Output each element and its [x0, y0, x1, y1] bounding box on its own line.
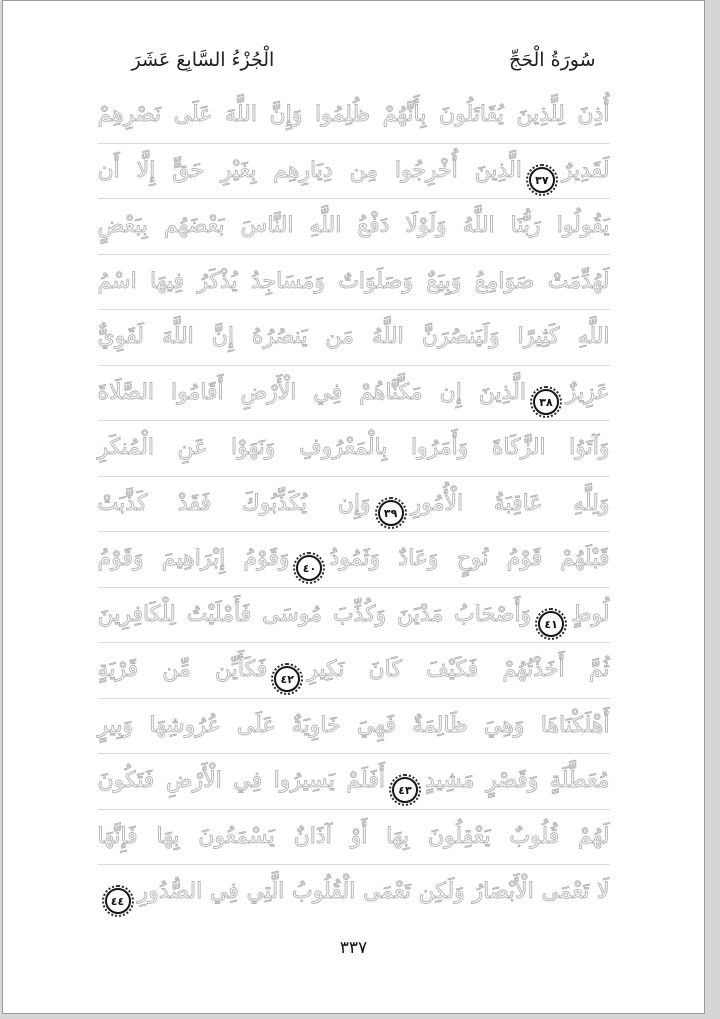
quran-outline-text: الَّذِينَ أُخْرِجُوا مِن دِيَارِهِم بِغَيْرِ حَقٍّ إِلَّا أَن [97, 157, 522, 183]
quran-outline-text: وَأَصْحَابُ مَدْيَنَ وَكُذِّبَ مُوسَى فَأَمْلَيْتُ لِلْكَافِرِينَ [97, 601, 532, 627]
quran-outline-text: فَكَأَيِّن مِّن قَرْيَةٍ [97, 657, 268, 682]
ayah-number-marker: ٤١ [538, 611, 564, 637]
quran-line [98, 421, 610, 477]
ayah-number-marker: ٤٢ [274, 666, 300, 692]
quran-line [98, 366, 610, 422]
quran-outline-text: الَّذِينَ إِن مَكَّنَّاهُمْ فِي الْأَرْضِ أَقَامُوا الصَّلَاةَ [97, 379, 526, 405]
ayah-number-marker: ٤٠ [296, 555, 322, 581]
page-number: ٣٣٧ [339, 937, 368, 958]
quran-line [98, 88, 610, 144]
juz-title: الْجُزْءُ السَّابِعَ عَشَرَ [131, 49, 275, 71]
quran-outline-text: اللَّهِ كَثِيرًا وَلَيَنصُرَنَّ اللَّهُ مَن يَنصُرُهُ إِنَّ اللَّهَ لَقَوِيٌّ [97, 324, 610, 349]
quran-outline-text: وَآتَوُا الزَّكَاةَ وَأَمَرُوا بِالْمَعْرُوفِ وَنَهَوْا عَنِ الْمُنكَرِ [97, 435, 610, 460]
quran-outline-text: يَقُولُوا رَبُّنَا اللَّهُ وَلَوْلَا دَفْعُ اللَّهِ النَّاسَ بَعْضَهُم بِبَعْضٍ [97, 213, 610, 238]
quran-line [98, 532, 610, 588]
quran-outline-text: مُعَطَّلَةٍ وَقَصْرٍ مَشِيدٍ [424, 768, 610, 793]
quran-outline-text: وَقَوْمُ إِبْرَاهِيمَ وَقَوْمُ [97, 546, 290, 571]
quran-line [98, 477, 610, 533]
quran-outline-text: أَفَلَمْ يَسِيرُوا فِي الْأَرْضِ فَتَكُونَ [97, 768, 385, 793]
page-header [98, 45, 610, 75]
quran-outline-text: لَهُمْ قُلُوبٌ يَعْقِلُونَ بِهَا أَوْ آذَانٌ يَسْمَعُونَ بِهَا فَإِنَّهَا [97, 823, 610, 849]
ayah-number-marker: ٣٧ [529, 167, 555, 193]
quran-outline-text: أَهْلَكْنَاهَا وَهِيَ ظَالِمَةٌ فَهِيَ خَاوِيَةٌ عَلَى عُرُوشِهَا وَبِيرٍ [97, 712, 610, 738]
quran-line [98, 310, 610, 366]
quran-outline-text: عَزِيزٌ [565, 379, 610, 405]
quran-line [98, 754, 610, 810]
quran-outline-text: لَا تَعْمَى الْأَبْصَارُ وَلَكِن تَعْمَى الْقُلُوبُ الَّتِي فِي الصُّدُورِ [137, 879, 610, 904]
quran-line [98, 199, 610, 255]
ayah-number-marker: ٣٨ [533, 389, 559, 415]
mushaf-page [2, 0, 705, 1014]
quran-outline-text: لَهُدِّمَتْ صَوَامِعُ وَبِيَعٌ وَصَلَوَاتٌ وَمَسَاجِدُ يُذْكَرُ فِيهَا اسْمُ [97, 268, 610, 294]
quran-line [98, 643, 610, 699]
quran-line [98, 144, 610, 200]
page-content-column [98, 45, 610, 958]
quran-line [98, 810, 610, 866]
quran-line [98, 699, 610, 755]
ayah-number-marker: ٤٣ [392, 777, 418, 803]
quran-outline-text: لَقَدِيرٌ [561, 157, 610, 183]
quran-outline-text: أُذِنَ لِلَّذِينَ يُقَاتَلُونَ بِأَنَّهُمْ ظُلِمُوا وَإِنَّ اللَّهَ عَلَى نَصْرِهِمْ [97, 102, 610, 127]
quran-outline-text: ثُمَّ أَخَذْتُهُمْ فَكَيْفَ كَانَ نَكِيرِ [307, 657, 610, 682]
ayah-number-marker: ٣٩ [378, 500, 404, 526]
quran-outline-text: وَلِلَّهِ عَاقِبَةُ الْأُمُورِ [410, 490, 610, 516]
quran-line [98, 588, 610, 644]
quran-line [98, 865, 610, 920]
surah-title: سُورَةُ الْحَجِّ [508, 49, 596, 71]
quran-outline-text: وَإِن يُكَذِّبُوكَ فَقَدْ كَذَّبَتْ [97, 490, 371, 516]
quran-outline-text: لُوطٍ [571, 601, 610, 627]
quran-text-block [98, 88, 610, 920]
quran-outline-text: قَبْلَهُمْ قَوْمُ نُوحٍ وَعَادٌ وَثَمُودُ [329, 546, 610, 571]
ayah-number-marker: ٤٤ [105, 888, 131, 914]
quran-line [98, 255, 610, 311]
